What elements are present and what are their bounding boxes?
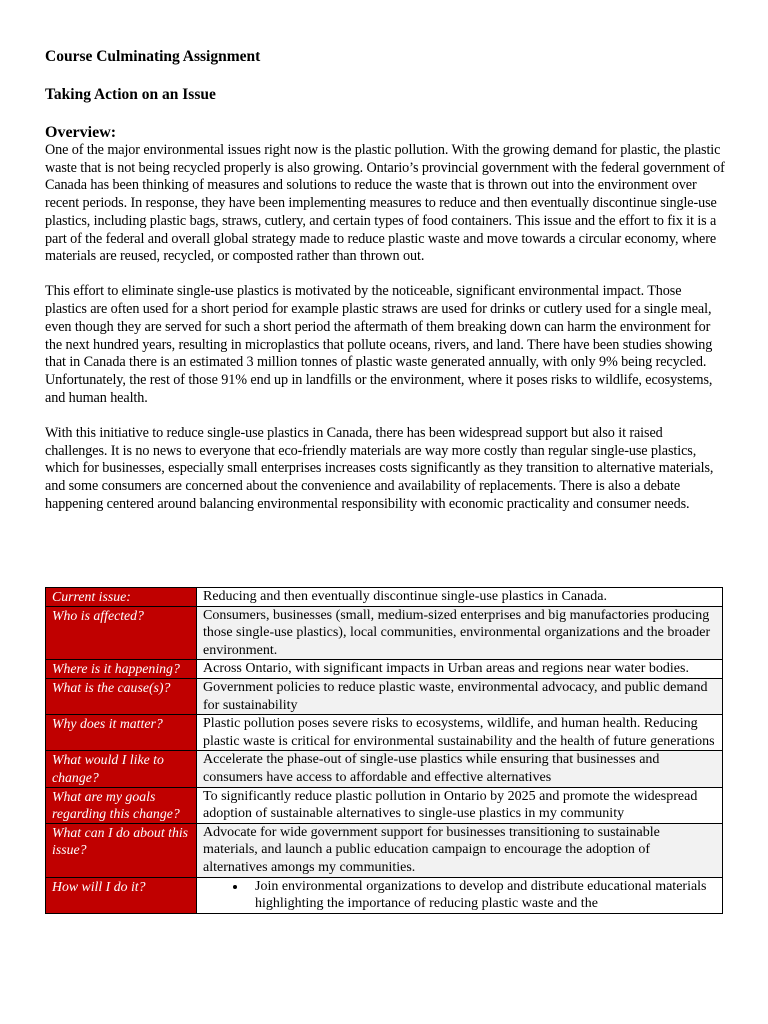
row-label-goals: What are my goals regarding this change? — [46, 787, 197, 823]
row-label-how: How will I do it? — [46, 877, 197, 913]
table-row — [46, 751, 723, 787]
row-value-current-issue: Reducing and then eventually discontinue single-use plastics in Canada. — [197, 588, 723, 607]
paragraph-challenges: With this initiative to reduce single-use plastics in Canada, there has been widespread support but also it raised challenges. It is no news to everyone that eco-friendly materials are way more costly than regular single-use plastics, which for businesses, especially small enterprises increases costs significantly as they transition to alternative materials, and some consumers are concerned about the convenience and availability of replacements. There is also a debate happening centered around balancing environmental responsibility with economic practicality and consumer needs. — [45, 424, 714, 512]
row-value-change: Accelerate the phase-out of single-use plastics while ensuring that businesses and consumers have access to affordable and effective alternatives — [197, 751, 723, 787]
document-subtitle: Taking Action on an Issue — [45, 86, 216, 103]
row-value-goals: To significantly reduce plastic pollution in Ontario by 2025 and promote the widespread adoption of sustainable alternatives to single-use plastics in my community — [197, 787, 723, 823]
table-row — [46, 606, 723, 660]
table-row — [46, 787, 723, 823]
table-row — [46, 877, 723, 913]
row-label-change: What would I like to change? — [46, 751, 197, 787]
table-row — [46, 823, 723, 877]
row-value-who-affected: Consumers, businesses (small, medium-sized enterprises and big manufactories producing those single-use plastics), local communities, environmental organizations and the broader environment. — [197, 606, 723, 660]
table-row — [46, 715, 723, 751]
overview-body — [45, 142, 725, 531]
row-label-what-can-i-do: What can I do about this issue? — [46, 823, 197, 877]
row-label-where-happening: Where is it happening? — [46, 660, 197, 679]
row-value-causes: Government policies to reduce plastic waste, environmental advocacy, and public demand for sustainability — [197, 678, 723, 714]
row-value-why-matter: Plastic pollution poses severe risks to ecosystems, wildlife, and human health. Reducing plastic waste is critical for environmental sustainability and the health of future generations — [197, 715, 723, 751]
how-bullet-list — [203, 878, 716, 913]
row-value-how — [197, 877, 723, 913]
table-row — [46, 678, 723, 714]
row-label-current-issue: Current issue: — [46, 588, 197, 607]
row-value-where-happening: Across Ontario, with significant impacts in Urban areas and regions near water bodies. — [197, 660, 723, 679]
document-title: Course Culminating Assignment — [45, 48, 261, 65]
paragraph-environmental-impact: This effort to eliminate single-use plastics is motivated by the noticeable, significant environmental impact. Those plastics are often used for a short period for example plastic straws are used for drinks or cutlery used for a single meal, even though they are served for such a short period the aftermath of them breaking down can harm the environment for the next hundred years, resulting in microplastics that pollute oceans, rivers, and land. There have been studies showing that in Canada there is an estimated 3 million tonnes of plastic waste generated annually, with only 9% being recycled. Unfortunately, the rest of those 91% end up in landfills or the environment, where it poses risks to wildlife, ecosystems, and human health. — [45, 283, 713, 406]
table-row — [46, 588, 723, 607]
row-label-who-affected: Who is affected? — [46, 606, 197, 660]
row-value-what-can-i-do: Advocate for wide government support for businesses transitioning to sustainable materials, and launch a public education campaign to encourage the adoption of alternatives amongs my communities. — [197, 823, 723, 877]
row-label-why-matter: Why does it matter? — [46, 715, 197, 751]
paragraph-plastic-pollution: One of the major environmental issues right now is the plastic pollution. With the growing demand for plastic, the plastic waste that is not being recycled properly is also growing. Ontario’s provincial government with the federal government of Canada has been thinking of measures and solutions to reduce the waste that is thrown out into the environment over recent periods. In response, they have been implementing measures to reduce and then eventually discontinue single-use plastics, including plastic bags, straws, cutlery, and certain types of food containers. This issue and the effort to fix it is a part of the federal and overall global strategy made to reduce plastic waste and move towards a circular economy, where materials are reused, recycled, or composted rather than thrown out. — [45, 142, 725, 265]
list-item: • Join environmental organizations to develop and distribute educational materials highlighting the importance of reducing plastic waste and the — [247, 878, 716, 913]
table-row — [46, 660, 723, 679]
issue-table — [45, 587, 723, 914]
overview-heading: Overview: — [45, 124, 117, 141]
row-label-causes: What is the cause(s)? — [46, 678, 197, 714]
